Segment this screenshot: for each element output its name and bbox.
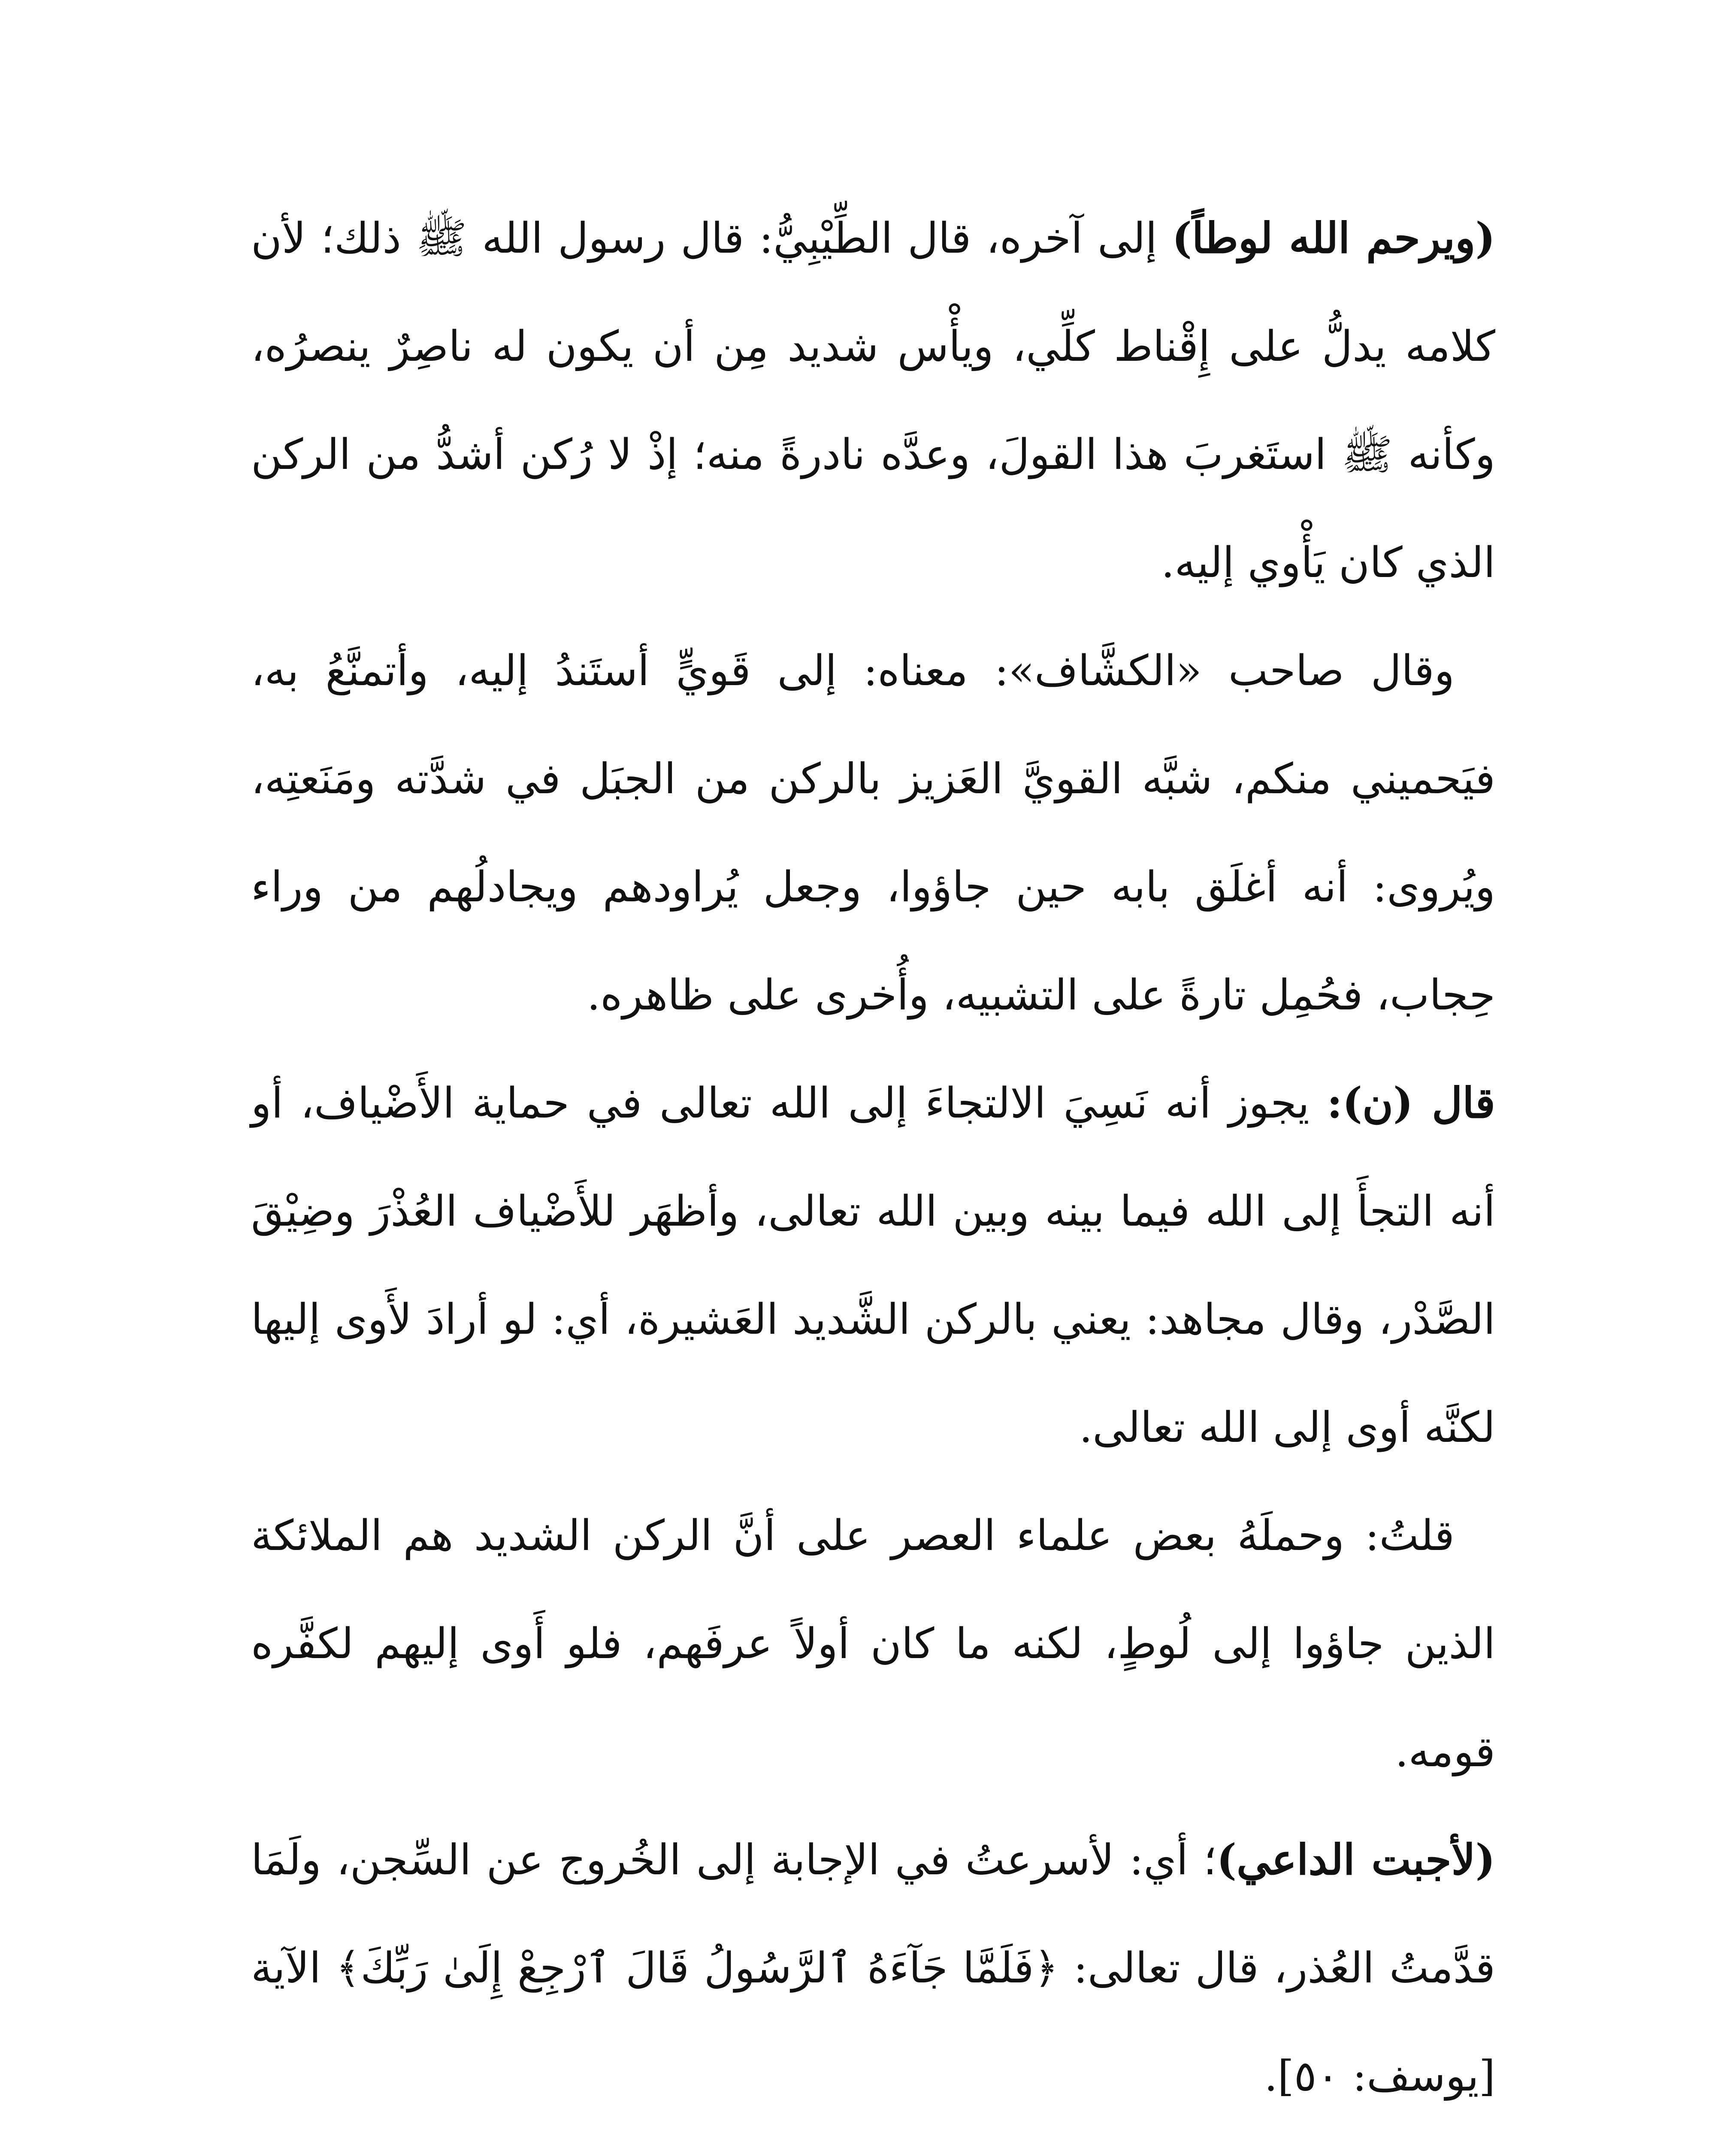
paragraph-1-text: إلى آخره، قال الطِّيْبِيُّ: قال رسول الله ﷺ ذلك؛ لأن كلامه يدلُّ على إِقْناط كلِّي، ويأْس شديد مِن أن يكون له ناصِرٌ ينصرُه، وكأنه ﷺ استَغربَ هذا القولَ، وعدَّه نادرةً منه؛ إذْ لا رُكن أشدُّ من الركن الذي كان يَأْوي إليه. (251, 214, 1495, 587)
paragraph-4-text: قلتُ: وحملَهُ بعض علماء العصر على أنَّ الركن الشديد هم الملائكة الذين جاؤوا إلى لُوطٍ، لكنه ما كان أولاً عرفَهم، فلو أَوى إليهم لكفَّره قومه. (251, 1511, 1495, 1776)
paragraph-4 (251, 1482, 1495, 1806)
paragraph-5-text: ؛ أي: لأسرعتُ في الإجابة إلى الخُروج عن السِّجن، ولَمَا قدَّمتُ العُذر، قال تعالى: ﴿فَلَمَّا جَآءَهُ ٱلرَّسُولُ قَالَ ٱرْجِعْ إِلَىٰ رَبِّكَ﴾ الآية [يوسف: ٥٠]. (251, 1836, 1495, 2101)
body-text (251, 184, 1495, 2145)
paragraph-5 (251, 1806, 1495, 2130)
paragraph-3-text: يجوز أنه نَسِيَ الالتجاءَ إلى الله تعالى في حماية الأَضْياف، أو أنه التجأَ إلى الله فيما بينه وبين الله تعالى، وأظهَر للأَضْياف العُذْرَ وضِيْقَ الصَّدْر، وقال مجاهد: يعني بالركن الشَّديد العَشيرة، أي: لو أرادَ لأَوى إليها لكنَّه أوى إلى الله تعالى. (251, 1079, 1495, 1452)
paragraph-5-lead: (لأجبت الداعي) (1216, 1835, 1495, 1885)
paragraph-1 (251, 184, 1495, 617)
paragraph-6 (251, 2130, 1495, 2145)
paragraph-3 (251, 1049, 1495, 1482)
paragraph-2 (251, 617, 1495, 1049)
paragraph-2-text: وقال صاحب «الكشَّاف»: معناه: إلى قَويٍّ أستَندُ إليه، وأتمنَّعُ به، فيَحميني منكم، شبَّه القويَّ العَزيز بالركن من الجبَل في شدَّته ومَنَعتِه، ويُروى: أنه أغلَق بابه حين جاؤوا، وجعل يُراودهم ويجادلُهم من وراء حِجاب، فحُمِل تارةً على التشبيه، وأُخرى على ظاهره. (251, 647, 1495, 1020)
paragraph-1-lead: (ويرحم الله لوطاً) (1172, 214, 1495, 263)
paragraph-3-lead: قال (ن): (1327, 1079, 1495, 1128)
